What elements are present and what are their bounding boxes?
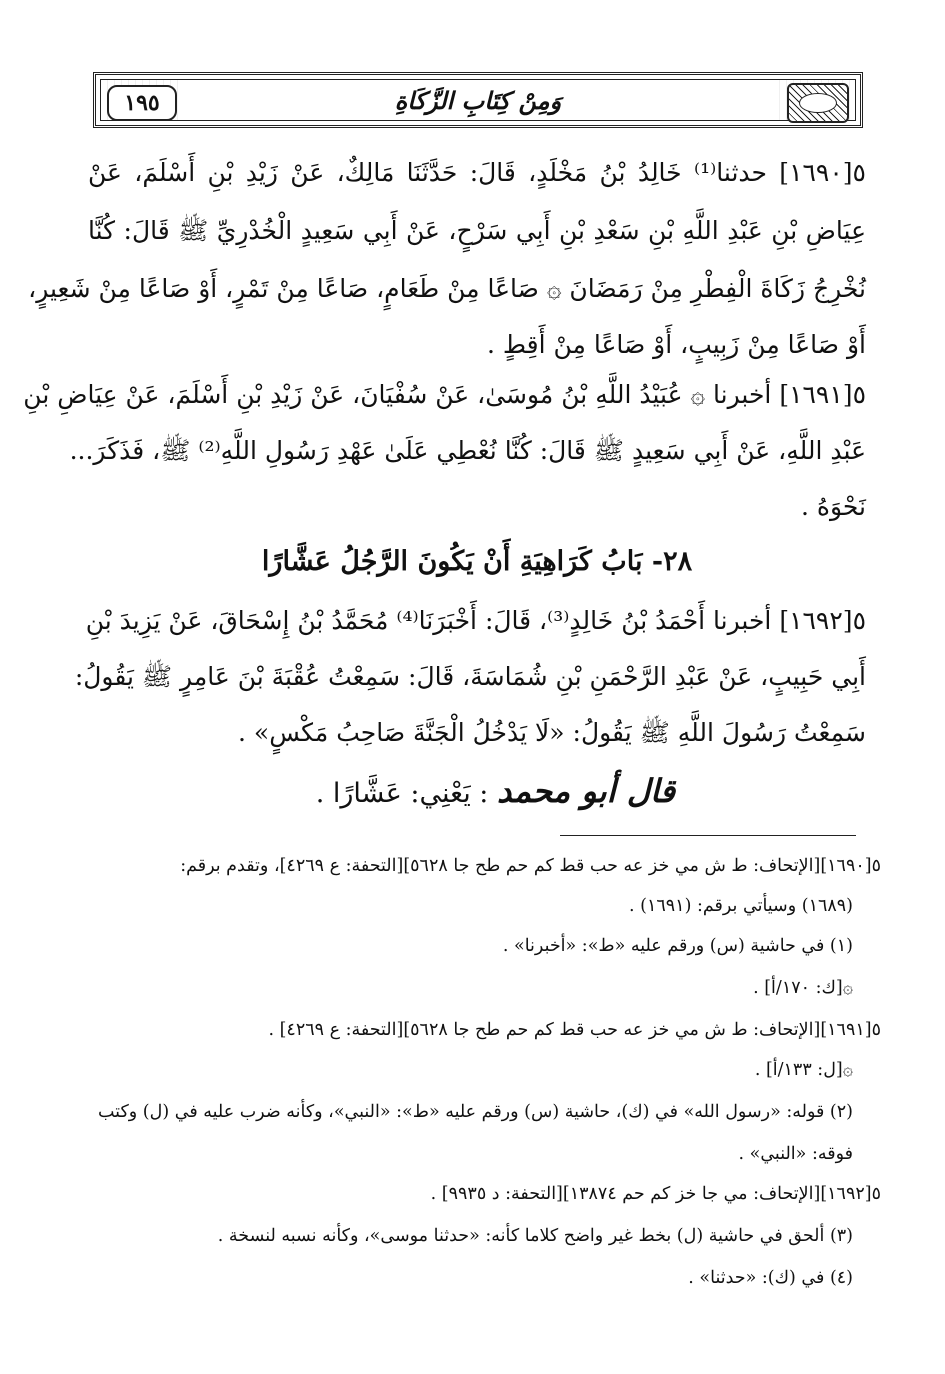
emblem-core (799, 93, 837, 113)
hadith-line: عَبْدِ اللَّهِ، عَنْ أَبِي سَعِيدٍ ﷺ قَالَ: كُنَّا نُعْطِي عَلَىٰ عَهْدِ رَسُولِ اللَّهِ⁽²⁾ ﷺ، فَذَكَرَ... (69, 436, 866, 465)
page-number: ١٩٥ (124, 90, 160, 116)
hadith-line: أَبِي حَبِيبٍ، عَنْ عَبْدِ الرَّحْمَنِ بْنِ شُمَاسَةَ، قَالَ: سَمِعْتُ عُقْبَةَ بْنَ عَامِرٍ ﷺ يَقُولُ: (74, 662, 866, 691)
chapter-heading: ٢٨- بَابُ كَرَاهِيَةِ أَنْ يَكُونَ الرَّجُلُ عَشَّارًا (261, 546, 693, 577)
footnote-line: (٢) قوله: «رسول الله» في (ك)، حاشية (س) ورقم عليه «ط»: «النبي»، وكأنه ضرب عليه في (ل) وكتب (97, 1102, 853, 1122)
footnote-line: ٥[١٦٩٠][الإتحاف: ط ش مي خز عه حب قط كم حم طح جا ٥٦٢٨][التحفة: ع ٤٢٦٩]، وتقدم برقم: (180, 856, 881, 876)
footnote-line: (١) في حاشية (س) ورقم عليه «ط»: «أخبرنا» . (502, 936, 853, 956)
page-header (93, 72, 863, 128)
footnote-line: (١٦٨٩) وسيأتي برقم: (١٦٩١) . (629, 896, 853, 916)
footnote-line: ۞[ك: ١٧٠/أ] . (753, 978, 853, 998)
hadith-line: نُخْرِجُ زَكَاةَ الْفِطْرِ مِنْ رَمَضَانَ ۞ صَاعًا مِنْ طَعَامٍ، صَاعًا مِنْ تَمْرٍ، أَوْ صَاعًا مِنْ شَعِيرٍ، (28, 274, 866, 303)
footnote-line: فوقه: «النبي» . (738, 1144, 853, 1164)
abu-muhammad-note (316, 772, 675, 810)
footnote-line: (٤) في (ك): «حدثنا» . (688, 1268, 853, 1288)
header-ornament-frame (100, 79, 856, 121)
book-section-title: وَمِنْ كِتَابِ الزَّكَاةِ (394, 86, 562, 115)
hadith-line: ٥[١٦٩٠] حدثنا⁽¹⁾ خَالِدُ بْنُ مَخْلَدٍ، قَالَ: حَدَّثَنَا مَالِكٌ، عَنْ زَيْدِ بْنِ أَسْلَمَ، عَنْ (88, 158, 866, 187)
footnote-divider (560, 835, 856, 836)
abu-muhammad-text: : يَعْنِي: عَشَّارًا . (315, 778, 489, 809)
footnote-line: ۞[ل: ١٣٣/أ] . (754, 1060, 853, 1080)
hadith-line: ٥[١٦٩١] أخبرنا ۞ عُبَيْدُ اللَّهِ بْنُ مُوسَىٰ، عَنْ سُفْيَانَ، عَنْ زَيْدِ بْنِ أَسْلَمَ، عَنْ عِيَاضِ بْنِ (23, 380, 866, 409)
hadith-line: ٥[١٦٩٢] أخبرنا أَحْمَدُ بْنُ خَالِدٍ⁽³⁾، قَالَ: أَخْبَرَنَا⁽⁴⁾ مُحَمَّدُ بْنُ إِسْحَاقَ، عَنْ يَزِيدَ بْنِ (85, 606, 866, 635)
abu-muhammad-label: قال أبو محمد (497, 772, 675, 810)
page-number-box (107, 85, 177, 121)
footnote-line: (٣) ألحق في حاشية (ل) بخط غير واضح كلاما كأنه: «حدثنا موسى»، وكأنه نسبه لنسخة . (217, 1226, 853, 1246)
imam-emblem-icon (787, 83, 849, 123)
hadith-line: أَوْ صَاعًا مِنْ زَبِيبٍ، أَوْ صَاعًا مِنْ أَقِطٍ . (487, 330, 866, 359)
hadith-line: سَمِعْتُ رَسُولَ اللَّهِ ﷺ يَقُولُ: «لَا يَدْخُلُ الْجَنَّةَ صَاحِبُ مَكْسٍ» . (238, 718, 866, 747)
hadith-line: نَحْوَهُ . (800, 492, 866, 521)
hadith-line: عِيَاضِ بْنِ عَبْدِ اللَّهِ بْنِ سَعْدِ بْنِ أَبِي سَرْحٍ، عَنْ أَبِي سَعِيدٍ الْخُدْرِيِّ ﷺ قَالَ: كُنَّا (88, 216, 866, 245)
footnote-line: ٥[١٦٩٢][الإتحاف: مي جا خز كم حم ١٣٨٧٤][التحفة: د ٩٩٣٥] . (430, 1184, 881, 1204)
footnote-line: ٥[١٦٩١][الإتحاف: ط ش مي خز عه حب قط كم حم طح جا ٥٦٢٨][التحفة: ع ٤٢٦٩] . (268, 1020, 881, 1040)
